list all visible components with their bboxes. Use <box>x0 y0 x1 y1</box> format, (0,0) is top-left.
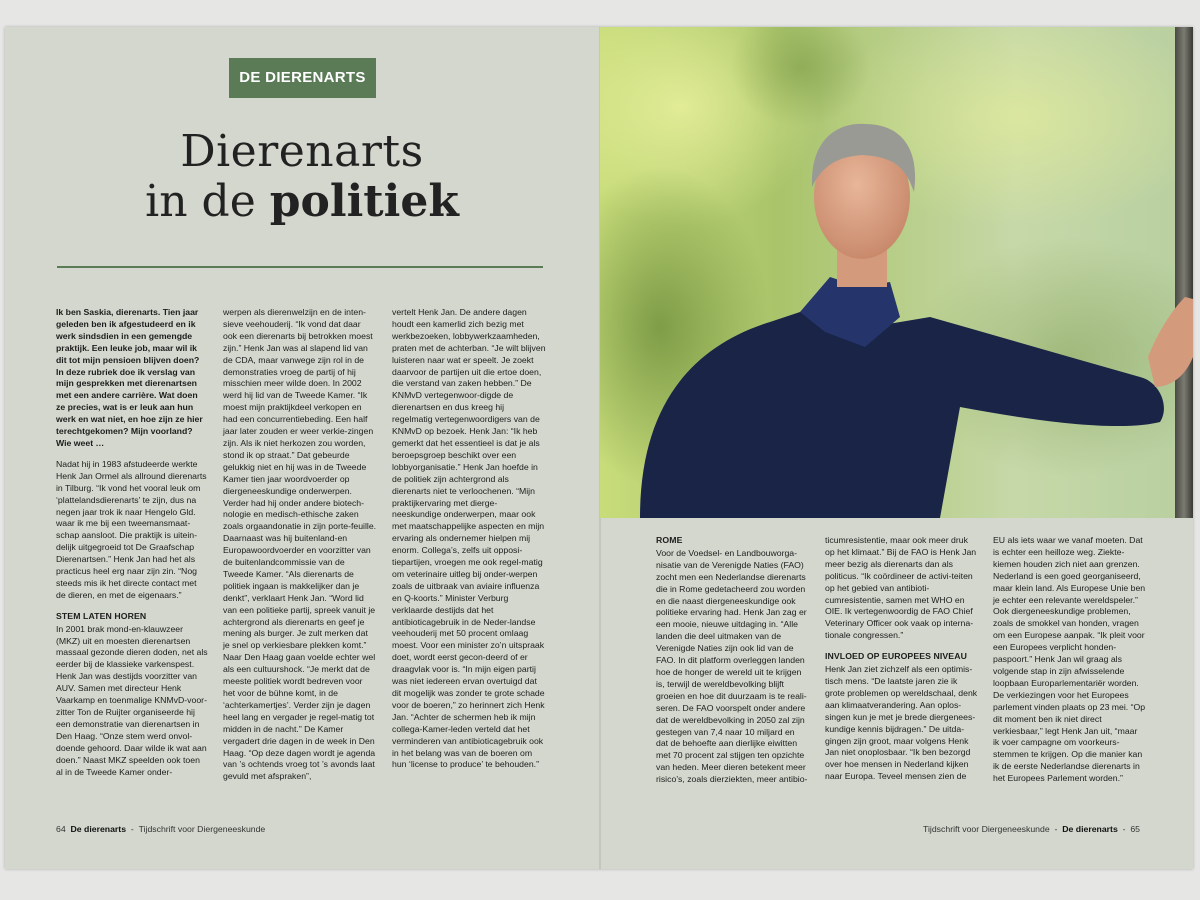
footer-right <box>923 824 1140 834</box>
paragraph: vertelt Henk Jan. De andere dagen houdt een kamerlid zich bezig met werkbezoeken, lobbywerkzaamheden, praten met de achterban. “Je wilt blijven luisteren naar wat er speelt. Je zoekt daarvoor de partijen uit die ertoe doen, die verstand van zaken hebben.” De KNMvD vertegenwoor-digde de dierenartsen en dus kreeg hij regelmatig vertegenwoordigers van de KNMvD op bezoek. Henk Jan: “Ik heb gemerkt dat het essentieel is dat je als beroepsgroep beschikt over een lobbyorganisatie.” Henk Jan hoefde in de politiek zijn achtergrond als dierenarts niet te verloochenen. “Mijn praktijkervaring met dierge-neeskundige onderwerpen, maar ook met maatschappelijke aspecten en mijn ervaring als ondernemer hielpen mij enorm. Collega’s, zelfs uit opposi-tiepartijen, vroegen me ook regel-matig om veterinaire uitleg bij onder-werpen zoals de uitbraak van aviaire influenza en Q-koorts.” Minister Verburg verklaarde destijds dat het antibioticagebruik in de Neder-landse veehouderij met 50 procent omlaag moest. Voor een minister zo’n uitspraak doet, wordt eerst gecon-deerd of er draagvlak voor is. “In mijn eigen partij was niet iedereen ervan overtuigd dat dit mogelijk was zonder te grote schade voor de boeren,” zo herinnert zich Henk Jan. “Achter de schermen heb ik mijn collega-Kamer-leden verteld dat het verminderen van antibioticagebruik ook in het belang was van de boeren om hun ‘license to produce’ te behouden.” <box>392 307 546 770</box>
footer-section: De dierenarts <box>1062 824 1118 834</box>
text-column-5 <box>825 535 979 792</box>
portrait-illustration <box>600 27 1193 518</box>
footer-journal: Tijdschrift voor Diergeneeskunde <box>923 824 1050 834</box>
page-number: 65 <box>1130 824 1141 834</box>
subheading: INVLOED OP EUROPEES NIVEAU <box>825 651 967 662</box>
portrait-photo <box>600 27 1193 518</box>
article-title-line2 <box>5 177 599 227</box>
footer-separator: - <box>1122 824 1126 834</box>
paragraph: In 2001 brak mond-en-klauwzeer (MKZ) uit en moesten dierenartsen massaal gezonde dieren doden, net als eerder bij de klassieke varkenspest. Henk Jan was destijds voorzitter van AUV. Samen met directeur Henk Vaarkamp en toenmalige KNMvD-voor-zitter Ton de Ruijter organiseerde hij een demonstratie van dierenartsen in Den Haag. “Onze stem werd onvol-doende gehoord. Daar wilde ik wat aan doen.” Naast MKZ speelden ook toen al in de Tweede Kamer onder- <box>56 623 208 777</box>
page-number: 64 <box>56 824 66 834</box>
subheading: ROME <box>656 535 683 545</box>
subheading: STEM LATEN HOREN <box>56 610 147 621</box>
footer-separator: - <box>130 824 134 834</box>
text-column-4 <box>656 535 809 795</box>
magazine-spread <box>5 27 1193 869</box>
paragraph: Nadat hij in 1983 afstudeerde werkte Henk Jan Ormel als allround dierenarts in Tilburg. “Ik vond het vooral leuk om ‘plattelandsdierenarts’ te zijn, dus na negen jaar trok ik naar Hengelo Gld. waar ik me bij een tweemansmaat-schap aansloot. Die praktijk is uitein-delijk uitgegroeid tot De Graafschap Dierenartsen.” Henk Jan had het als practicus heel erg naar zijn zin. “Nog steeds mis ik het directe contact met de dieren, en met de eigenaars.” <box>56 458 207 600</box>
title-light-part: in de <box>145 176 256 227</box>
text-column-6 <box>993 535 1146 794</box>
paragraph: EU als iets waar we vanaf moeten. Dat is echter een heilloze weg. Ziekte-kiemen houden zich niet aan grenzen. Nederland is een goed georganiseerd, maar klein land. Als Europese Unie ben je echter een relevante wereldspeler.” Ook diergeneeskundige problemen, zoals de smokkel van honden, vragen om een Europese aanpak. “Ik pleit voor een Europees verplicht honden-paspoort.” Henk Jan wil graag als volgende stap in zijn afwisselende loopbaan Europarlementariër worden. De verkiezingen voor het Europees parlement vinden plaats op 23 mei. “Op dit moment ben ik niet direct verkiesbaar,” legt Henk Jan uit, “maar ik voer campagne om voorkeurs-stemmen te krijgen. Op die manier kan ik de eerste Nederlandse dierenarts in het Europees Parlement worden.” <box>993 535 1146 784</box>
category-label: DE DIERENARTS <box>229 58 376 98</box>
text-column-3 <box>392 307 546 780</box>
paragraph: Henk Jan ziet zichzelf als een optimis-tisch mens. “De laatste jaren zie ik grote problemen op wereldschaal, denk aan klimaatverandering. Aan oplos-singen kun je met je brede diergenees-kundige kennis bijdragen.” De uitda-gingen zijn groot, maar volgens Henk Jan niet onoplosbaar. “Ik ben bezorgd over hoe mensen in Nederland kijken naar Europa. Teveel mensen zien de <box>825 664 978 782</box>
footer-separator: - <box>1054 824 1058 834</box>
footer-journal: Tijdschrift voor Diergeneeskunde <box>138 824 266 834</box>
text-column-1 <box>56 307 208 787</box>
title-rule <box>57 266 543 268</box>
footer-section: De dierenarts <box>70 824 127 834</box>
article-title-line1: Dierenarts <box>180 126 424 177</box>
title-bold-part: politiek <box>269 176 459 227</box>
footer-left <box>56 824 265 834</box>
text-column-2 <box>223 307 377 792</box>
paragraph: Voor de Voedsel- en Landbouworga-nisatie van de Verenigde Naties (FAO) zocht men een Nederlandse dierenarts die in Rome gedetacheerd zou worden en die naast diergeneeskundige ook politieke ervaring had. Henk Jan zag er een mooie, nieuwe uitdaging in. “Alle landen die deel uitmaken van de Verenigde Naties zijn ook lid van de FAO. In dit platform overleggen landen hoe de honger de wereld uit te krijgen is, terwijl de wereldbevolking blijft groeien en hoe dit duurzaam is te reali-seren. De FAO voorspelt onder andere dat de wereldbevolking in 2050 zal zijn gestegen van 7,4 naar 10 miljard en dat de behoefte aan dierlijke eiwitten met 70 procent zal stijgen ten opzichte van heden. Meer dieren betekent meer risico’s, zoals dierziekten, meer antibio- <box>656 547 808 785</box>
paragraph: werpen als dierenwelzijn en de inten-sieve veehouderij. “Ik vond dat daar ook een dierenarts bij betrokken moest zijn.” Henk Jan was al slapend lid van de CDA, maar vanwege zijn rol in de demonstraties vroeg de partij of hij misschien meer wilde doen. In 2002 werd hij lid van de Tweede Kamer. “Ik moest mijn praktijkdeel verkopen en had een concurrentiebeding. Een half jaar later zouden er weer verkie-zingen zijn. Als ik niet herkozen zou worden, stond ik op straat.” Dat gebeurde gelukkig niet en hij was in de Tweede Kamer tien jaar woordvoerder op diergeneeskundige onderwerpen. Verder had hij onder andere biotech-nologie en medisch-ethische zaken zoals orgaandonatie in zijn porte-feuille. Daarnaast was hij buitenland-en Europawoordvoerder en voorzitter van de buitenlandcommissie van de Tweede Kamer. “Als dierenarts de politiek ingaan is makkelijker dan je denkt”, verklaart Henk Jan. “Word lid van een politieke partij, spreek vanuit je achtergrond als dierenarts en geef je mening als burger. Je zult merken dat je snel op verkiesbare plekken komt.” Naar Den Haag gaan voelde echter wel als een cultuurshock. “Je merkt dat de meeste politiek wordt bedreven voor het voor de bühne komt, in de ‘achterkamertjes’. Verder zijn je dagen heel lang en vergader je regel-matig tot midden in de nacht.” De Kamer vergadert drie dagen in de week in Den Haag. “Op deze dagen wordt je agenda van ’s ochtends vroeg tot ’s avonds laat gevuld met afspraken”, <box>223 307 377 782</box>
intro-paragraph: Ik ben Saskia, dierenarts. Tien jaar geleden ben ik afgestudeerd en ik werk sindsdien in een gemengde praktijk. Een leuke job, maar wil ik dit tot mijn pensioen blijven doen? In deze rubriek doe ik verslag van mijn gesprekken met dierenartsen met een andere carrière. Wat doen ze precies, wat is er leuk aan hun werk en wat niet, en hoe zijn ze hier terechtgekomen? Mijn voorland? Wie weet … <box>56 307 203 448</box>
paragraph: ticumresistentie, maar ook meer druk op het klimaat.” Bij de FAO is Henk Jan meer bezig als dierenarts dan als politicus. “Ik coördineer de activi-teiten op het gebied van antibioti-cumresistentie, samen met WHO en OIE. Ik vertegenwoordig de FAO Chief Veterinary Officer ook vaak op interna-tionale congressen.” <box>825 535 977 641</box>
